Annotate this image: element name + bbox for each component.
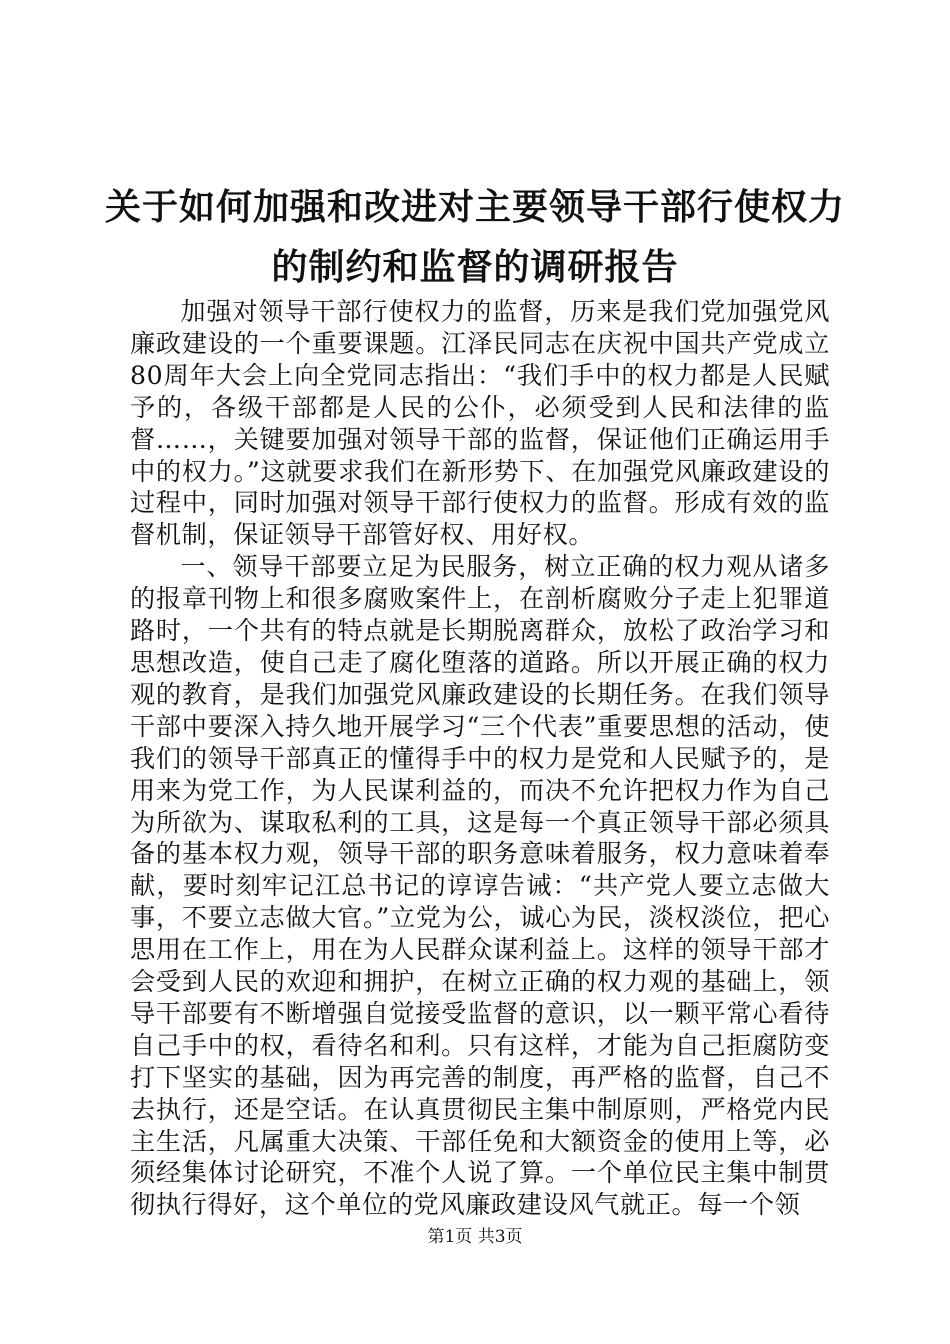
body-paragraph: 一、领导干部要立足为民服务，树立正确的权力观从诸多的报章刊物上和很多腐败案件上，在剖析腐败分子走上犯罪道路时，一个共有的特点就是长期脱离群众，放松了政治学习和思想改造，使自己走了腐化堕落的道路。所以开展正确的权力观的教育，是我们加强党风廉政建设的长期任务。在我们领导干部中要深入持久地开展学习“三个代表”重要思想的活动，使我们的领导干部真正的懂得手中的权力是党和人民赋予的，是用来为党工作，为人民谋利益的，而决不允许把权力作为自己为所欲为、谋取私利的工具，这是每一个真正领导干部必须具备的基本权力观，领导干部的职务意味着服务，权力意味着奉献，要时刻牢记江总书记的谆谆告诫：“共产党人要立志做大事，不要立志做大官。”立党为公，诚心为民，淡权淡位，把心思用在工作上，用在为人民群众谋利益上。这样的领导干部才会受到人民的欢迎和拥护，在树立正确的权力观的基础上，领导干部要有不断增强自觉接受监督的意识，以一颗平常心看待自己手中的权，看待名和利。只有这样，才能为自己拒腐防变打下坚实的基础，因为再完善的制度，再严格的监督，自己不去执行，还是空话。在认真贯彻民主集中制原则，严格党内民主生活，凡属重大决策、干部任免和大额资金的使用上等，必须经集体讨论研究，不准个人说了算。一个单位民主集中制贯彻执行得好，这个单位的党风廉政建设风气就正。每一个领 bbox=[130, 552, 830, 1220]
body-paragraph: 加强对领导干部行使权力的监督，历来是我们党加强党风廉政建设的一个重要课题。江泽民同志在庆祝中国共产党成立80周年大会上向全党同志指出：“我们手中的权力都是人民赋予的，各级干部都是人民的公仆，必须受到人民和法律的监督……，关键要加强对领导干部的监督，保证他们正确运用手中的权力。”这就要求我们在新形势下、在加强党风廉政建设的过程中，同时加强对领导干部行使权力的监督。形成有效的监督机制，保证领导干部管好权、用好权。 bbox=[130, 297, 830, 550]
document-title-line-1: 关于如何加强和改进对主要领导干部行使权力 bbox=[104, 186, 845, 228]
document-title-line-2: 的制约和监督的调研报告 bbox=[271, 246, 679, 288]
page-footer: 第1页 共3页 bbox=[427, 1227, 523, 1247]
document-body bbox=[130, 296, 830, 1221]
